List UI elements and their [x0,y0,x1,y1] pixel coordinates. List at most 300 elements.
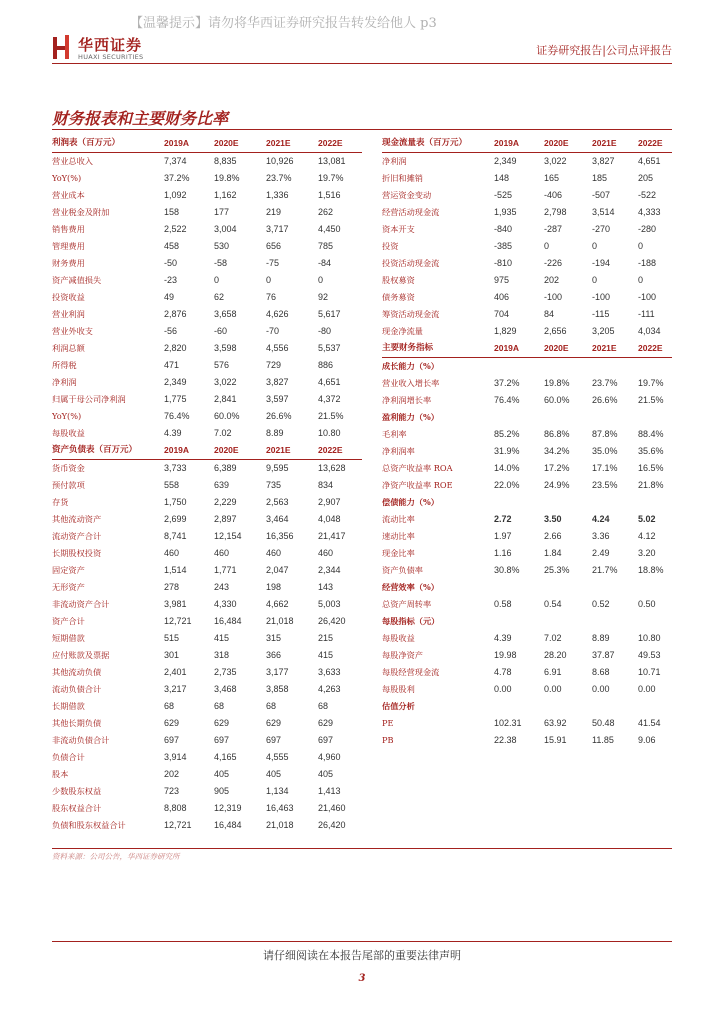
row-value: 3,597 [266,394,289,404]
row-value: 87.8% [592,429,618,439]
row-value: 26,420 [318,616,346,626]
row-value: 31.9% [494,446,520,456]
row-label: 利润表（百万元） [52,135,164,153]
row-value: 3,022 [544,156,567,166]
table-row [382,443,672,460]
row-label: 货币资金 [52,463,85,473]
row-value: 2,907 [318,497,341,507]
row-value: 4,372 [318,394,341,404]
row-value: 12,154 [214,531,242,541]
row-value: 629 [266,718,282,728]
row-value: 0.58 [494,599,512,609]
row-value: 12,721 [164,616,192,626]
row-value: 629 [214,718,230,728]
row-value: 2022E [318,135,362,153]
row-value: -280 [638,224,657,234]
row-value: 6,389 [214,463,237,473]
row-value [544,358,592,376]
row-value: 21,417 [318,531,346,541]
row-value [494,579,544,596]
row-value: 35.0% [592,446,618,456]
row-value: 558 [164,480,180,490]
row-value [638,579,672,596]
row-label: 营业总收入 [52,156,93,166]
row-label: 流动资产合计 [52,531,102,541]
row-value [544,409,592,426]
row-value: 3,205 [592,326,615,336]
row-value: 3,598 [214,343,237,353]
row-label: 净利润 [52,377,77,387]
row-value: 1,134 [266,786,289,796]
row-value: 7.02 [544,633,562,643]
row-label: 股权募资 [382,275,415,285]
row-label: 估值分析 [382,701,415,711]
row-value: 7,374 [164,156,187,166]
row-value: 2021E [266,135,318,153]
row-value: 4,333 [638,207,661,217]
row-value: 1,336 [266,190,289,200]
row-value: 15.91 [544,735,567,745]
row-value: 3,217 [164,684,187,694]
title-divider [52,129,672,130]
right-financial-table [382,135,672,749]
row-value: 406 [494,292,510,302]
row-value: 28.20 [544,650,567,660]
row-value: -60 [214,326,228,336]
row-value: 16,463 [266,803,294,813]
row-value: 2,349 [164,377,187,387]
row-value: -84 [318,258,332,268]
row-value: 11.85 [592,735,614,745]
row-value: -70 [266,326,280,336]
row-value: 49 [164,292,175,302]
row-value: -100 [592,292,611,302]
row-value: 0 [592,275,598,285]
row-value: 3.36 [592,531,610,541]
row-value: 16.5% [638,463,664,473]
row-value: 62 [214,292,225,302]
row-label: YoY(%) [52,411,82,421]
row-value: 3,827 [592,156,615,166]
row-value: 2,229 [214,497,237,507]
row-value [494,409,544,426]
row-label: 营业收入增长率 [382,378,440,388]
row-label: 净利润增长率 [382,395,432,405]
row-value: 8,835 [214,156,237,166]
row-value: 4,626 [266,309,289,319]
row-value: 25.3% [544,565,570,575]
row-value: 18.8% [638,565,664,575]
row-label: PE [382,718,394,728]
row-value: 243 [214,582,230,592]
row-label: 财务费用 [52,258,85,268]
row-label: 少数股东权益 [52,786,102,796]
row-value: 460 [266,548,282,558]
source-divider [52,848,672,849]
row-label: 每股净资产 [382,650,423,660]
row-value: 3,827 [266,377,289,387]
row-label: 现金流量表（百万元） [382,135,494,153]
section-title: 财务报表和主要财务比率 [52,109,229,128]
row-label: 其他流动负债 [52,667,102,677]
row-value: 37.2% [164,173,190,183]
table-row [52,766,362,783]
row-value: -385 [494,241,513,251]
row-value: 30.8% [494,565,520,575]
row-value: 68 [164,701,175,711]
row-value: 2019A [164,135,214,153]
row-value [592,409,638,426]
table-row [382,272,672,289]
row-value: 60.0% [214,411,240,421]
row-value: 2,699 [164,514,187,524]
row-value: -58 [214,258,228,268]
table-row [382,238,672,255]
row-value: 629 [318,718,334,728]
table-row [382,375,672,392]
row-value: 4,555 [266,752,289,762]
row-label: 负债和股东权益合计 [52,820,126,830]
row-label: 其他长期负债 [52,718,102,728]
row-value: 530 [214,241,230,251]
table-row [382,204,672,221]
row-value: 16,356 [266,531,294,541]
row-label: 固定资产 [52,565,85,575]
row-value: 405 [266,769,282,779]
row-value [494,494,544,511]
row-value: 886 [318,360,334,370]
row-value [544,579,592,596]
row-label: 营运资金变动 [382,190,432,200]
row-value: 3,464 [266,514,289,524]
row-value: 2020E [544,135,592,153]
row-label: 存货 [52,497,69,507]
row-label: 净利润 [382,156,407,166]
row-value: 2,841 [214,394,237,404]
row-value: 14.0% [494,463,520,473]
row-value: 0.52 [592,599,610,609]
row-value: 834 [318,480,334,490]
row-value: -188 [638,258,657,268]
row-label: 应付账款及票据 [52,650,110,660]
row-value: 13,628 [318,463,346,473]
row-label: 流动比率 [382,514,415,524]
row-value: 26.6% [592,395,618,405]
row-label: 投资收益 [52,292,85,302]
row-value: 4.12 [638,531,656,541]
row-label: 销售费用 [52,224,85,234]
row-value: 88.4% [638,429,664,439]
row-value: 34.2% [544,446,570,456]
row-value: 262 [318,207,334,217]
row-value: 0.00 [544,684,562,694]
row-value: 19.8% [214,173,240,183]
row-value: 2019A [494,135,544,153]
row-value: 5,617 [318,309,341,319]
table-row [382,596,672,613]
row-label: 主要财务指标 [382,340,494,358]
row-value: 21.5% [318,411,344,421]
row-value: 735 [266,480,282,490]
row-value: 8,741 [164,531,187,541]
table-row [382,647,672,664]
row-value: 9.06 [638,735,656,745]
row-value: 0 [638,275,644,285]
row-value: 76.4% [164,411,190,421]
row-value: 4,662 [266,599,289,609]
row-value: 785 [318,241,334,251]
huaxi-logo-icon [52,34,72,60]
table-category-row [382,579,672,596]
row-label: 现金净流量 [382,326,423,336]
row-value: 2022E [318,442,362,460]
row-value: 26,420 [318,820,346,830]
logo-en-text: HUAXI SECURITIES [78,53,144,61]
watermark-text: 【温馨提示】请勿将华西证券研究报告转发给他人 p3 [130,16,437,31]
row-value: 0.50 [638,599,656,609]
row-value: 3,177 [266,667,289,677]
row-value: 2019A [494,340,544,358]
row-value: 4.24 [592,514,610,524]
row-value: 3,022 [214,377,237,387]
row-value: 10,926 [266,156,294,166]
row-label: 净利润率 [382,446,415,456]
table-row [52,204,362,221]
row-value: 4,330 [214,599,237,609]
row-value: 2020E [544,340,592,358]
row-value: 21.8% [638,480,664,490]
table-category-row [382,494,672,511]
row-value: 76 [266,292,277,302]
table-row [52,783,362,800]
row-value: 2020E [214,442,266,460]
row-label: 投资 [382,241,399,251]
row-value: 37.2% [494,378,520,388]
row-value [494,358,544,376]
row-value: 3,468 [214,684,237,694]
row-value: 165 [544,173,560,183]
row-value: 2020E [214,135,266,153]
row-value: 366 [266,650,282,660]
row-value: 2,876 [164,309,187,319]
row-value: 460 [214,548,230,558]
row-value: 301 [164,650,180,660]
row-value: 0 [544,241,550,251]
row-value: 1.84 [544,548,562,558]
row-label: 每股收益 [382,633,415,643]
table-row [52,460,362,478]
row-value: 2019A [164,442,214,460]
row-label: 毛利率 [382,429,407,439]
row-value: -80 [318,326,332,336]
table-row [52,528,362,545]
row-value: 26.6% [266,411,292,421]
table-row [382,681,672,698]
table-row [382,426,672,443]
row-value: 60.0% [544,395,570,405]
row-value: -525 [494,190,513,200]
table-row [382,528,672,545]
table-row [382,511,672,528]
table-category-row [382,613,672,630]
row-label: 无形资产 [52,582,85,592]
row-value: 19.98 [494,650,517,660]
table-row [382,392,672,409]
table-header-row [52,135,362,153]
row-value: 17.2% [544,463,570,473]
page-number: 3 [358,973,366,984]
row-value: 697 [164,735,180,745]
row-value: -100 [544,292,563,302]
row-value: 23.7% [592,378,618,388]
row-value: 84 [544,309,555,319]
row-value: 8.68 [592,667,610,677]
row-label: YoY(%) [52,173,82,183]
row-value: 3,514 [592,207,615,217]
table-row [382,664,672,681]
table-row [52,255,362,272]
table-header-row [382,135,672,153]
row-label: 资产减值损失 [52,275,102,285]
table-row [52,817,362,834]
row-value: 2021E [592,135,638,153]
table-row [382,732,672,749]
row-value: 0 [318,275,324,285]
table-header-row [52,442,362,460]
row-label: 非流动负债合计 [52,735,110,745]
row-value: -115 [592,309,610,319]
row-value: 92 [318,292,329,302]
row-value: 697 [214,735,230,745]
row-value: 8.89 [592,633,610,643]
row-label: 管理费用 [52,241,85,251]
row-value: -810 [494,258,513,268]
row-value: 2022E [638,340,672,358]
row-label: 股本 [52,769,69,779]
row-label: 营业成本 [52,190,85,200]
row-value: 0 [266,275,272,285]
report-type-label: 证券研究报告|公司点评报告 [536,44,672,57]
footer-divider [52,941,672,942]
table-row [52,630,362,647]
table-row [52,170,362,187]
row-label: 每股收益 [52,428,85,438]
row-value: 21,018 [266,616,294,626]
row-value: -100 [638,292,657,302]
row-label: 现金比率 [382,548,415,558]
table-row [52,323,362,340]
row-value: 19.8% [544,378,570,388]
row-value [638,613,672,630]
row-value: 86.8% [544,429,570,439]
row-value: 1,775 [164,394,187,404]
table-row [52,272,362,289]
row-label: 长期借款 [52,701,85,711]
row-value: 415 [318,650,334,660]
row-value: 37.87 [592,650,615,660]
row-value [638,494,672,511]
row-value: 4,048 [318,514,341,524]
table-row [382,562,672,579]
row-value: 1,514 [164,565,187,575]
row-label: 投资活动现金流 [382,258,440,268]
row-value: 2021E [592,340,638,358]
row-value: 5,537 [318,343,341,353]
row-label: 非流动资产合计 [52,599,110,609]
table-row [382,460,672,477]
row-value: 9,595 [266,463,289,473]
row-label: 其他流动资产 [52,514,102,524]
row-value: 5,003 [318,599,341,609]
table-row [52,374,362,391]
row-value: 278 [164,582,180,592]
row-value: 458 [164,241,180,251]
row-value: 13,081 [318,156,346,166]
row-value [494,698,544,715]
table-row [52,596,362,613]
row-value: 3,914 [164,752,187,762]
row-label: 净资产收益率 ROE [382,480,453,490]
row-value: 215 [318,633,334,643]
table-row [382,715,672,732]
table-header-row [382,340,672,358]
row-label: 流动负债合计 [52,684,102,694]
row-value: 10.80 [318,428,341,438]
row-value: 35.6% [638,446,664,456]
table-row [52,698,362,715]
row-label: 所得税 [52,360,77,370]
row-value: 0 [592,241,598,251]
row-label: 长期股权投资 [52,548,102,558]
row-label: 短期借款 [52,633,85,643]
row-label: 营业税金及附加 [52,207,110,217]
row-value: 639 [214,480,230,490]
row-value: 41.54 [638,718,661,728]
row-value: 3.50 [544,514,562,524]
row-value: 4.78 [494,667,512,677]
table-row [52,511,362,528]
row-value: 656 [266,241,282,251]
row-value: 2,349 [494,156,517,166]
row-value: -840 [494,224,513,234]
row-value: 50.48 [592,718,615,728]
row-value: -226 [544,258,563,268]
row-value: 198 [266,582,282,592]
row-value: 6.91 [544,667,562,677]
row-value: 21,018 [266,820,294,830]
row-value: 2,735 [214,667,237,677]
row-value: 2,798 [544,207,567,217]
row-label: 折旧和摊销 [382,173,423,183]
table-row [382,255,672,272]
row-value: 318 [214,650,230,660]
row-value: 0.00 [494,684,512,694]
row-value [592,358,638,376]
row-value: -287 [544,224,563,234]
row-value: 1,829 [494,326,517,336]
table-row [52,664,362,681]
row-value: 22.38 [494,735,517,745]
row-value: 2.49 [592,548,610,558]
row-value: 4,263 [318,684,341,694]
row-value [544,613,592,630]
row-value: 0 [214,275,220,285]
row-value: 2,047 [266,565,289,575]
row-value: -50 [164,258,178,268]
row-value: 8,808 [164,803,187,813]
table-row [52,408,362,425]
row-value: 1,413 [318,786,341,796]
